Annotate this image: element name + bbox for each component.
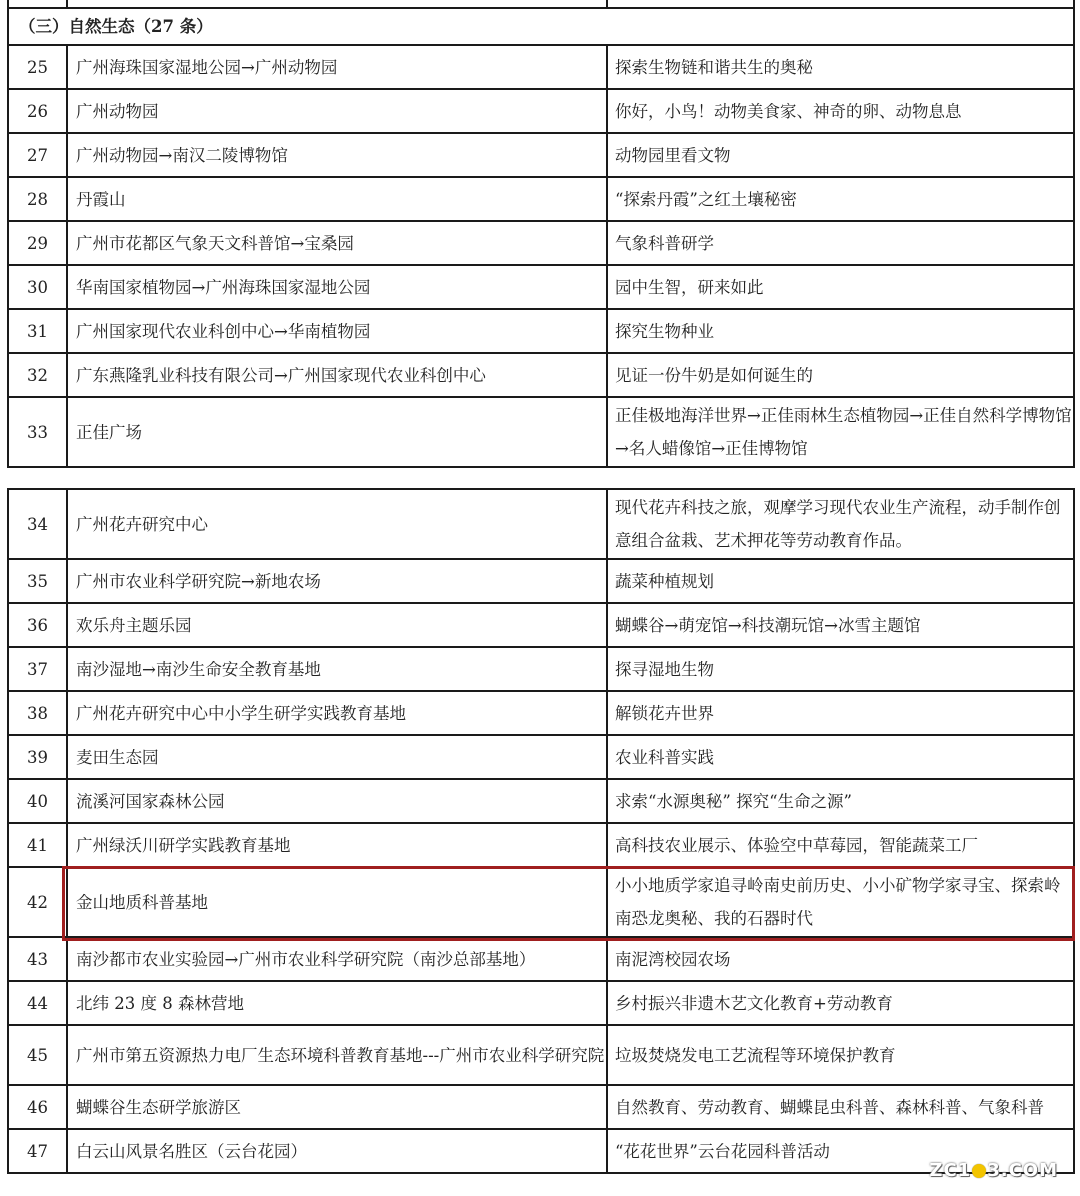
row-number: 31 [8, 309, 67, 353]
theme-cell: 垃圾焚烧发电工艺流程等环境保护教育 [607, 1025, 1074, 1085]
theme-cell: 正佳极地海洋世界→正佳雨林生态植物园→正佳自然科学博物馆→名人蜡像馆→正佳博物馆 [607, 397, 1074, 467]
route-cell: 华南国家植物园→广州海珠国家湿地公园 [67, 265, 607, 309]
theme-cell: 解锁花卉世界 [607, 691, 1074, 735]
table-row [8, 89, 1074, 133]
route-cell: 广州花卉研究中心中小学生研学实践教育基地 [67, 691, 607, 735]
table-row [8, 937, 1074, 981]
table-2-body [8, 489, 1074, 1173]
route-cell: 流溪河国家森林公园 [67, 779, 607, 823]
theme-cell: 你好，小鸟！动物美食家、神奇的卵、动物息息 [607, 89, 1074, 133]
theme-cell: 气象科普研学 [607, 221, 1074, 265]
route-cell: 广东燕隆乳业科技有限公司→广州国家现代农业科创中心 [67, 353, 607, 397]
table-row [8, 489, 1074, 559]
row-number: 40 [8, 779, 67, 823]
table-row [8, 133, 1074, 177]
table-row [8, 177, 1074, 221]
row-number: 32 [8, 353, 67, 397]
theme-cell: 探究生物种业 [607, 309, 1074, 353]
table-part-1 [7, 0, 1075, 468]
row-number: 39 [8, 735, 67, 779]
row-number: 28 [8, 177, 67, 221]
table-row [8, 1025, 1074, 1085]
row-number: 47 [8, 1129, 67, 1173]
table-row [8, 559, 1074, 603]
table-row [8, 265, 1074, 309]
theme-cell: 南泥湾校园农场 [607, 937, 1074, 981]
row-number: 30 [8, 265, 67, 309]
row-number: 36 [8, 603, 67, 647]
theme-cell: 小小地质学家追寻岭南史前历史、小小矿物学家寻宝、探索岭南恐龙奥秘、我的石器时代 [607, 867, 1074, 937]
section-header: （三）自然生态（27 条） [8, 8, 1074, 45]
table-row [8, 309, 1074, 353]
table-row [8, 867, 1074, 937]
watermark-prefix: ZC1 [929, 1160, 972, 1181]
table-row [8, 779, 1074, 823]
theme-cell: “探索丹霞”之红土壤秘密 [607, 177, 1074, 221]
table-part-2 [7, 488, 1075, 1174]
theme-cell: 自然教育、劳动教育、蝴蝶昆虫科普、森林科普、气象科普 [607, 1085, 1074, 1129]
theme-cell: 见证一份牛奶是如何诞生的 [607, 353, 1074, 397]
table-row [8, 353, 1074, 397]
row-number: 26 [8, 89, 67, 133]
route-cell: 麦田生态园 [67, 735, 607, 779]
theme-cell: 蔬菜种植规划 [607, 559, 1074, 603]
row-number: 29 [8, 221, 67, 265]
table-row [8, 221, 1074, 265]
route-cell: 丹霞山 [67, 177, 607, 221]
route-cell: 广州动物园 [67, 89, 607, 133]
row-number: 34 [8, 489, 67, 559]
watermark-suffix: 3.COM [987, 1160, 1058, 1181]
route-cell: 白云山风景名胜区（云台花园） [67, 1129, 607, 1173]
table-row [8, 397, 1074, 467]
section-header-row [8, 8, 1074, 45]
row-number: 38 [8, 691, 67, 735]
row-number: 27 [8, 133, 67, 177]
route-cell: 南沙都市农业实验园→广州市农业科学研究院（南沙总部基地） [67, 937, 607, 981]
theme-cell: “花花世界”云台花园科普活动 [607, 1129, 1074, 1173]
theme-cell: 高科技农业展示、体验空中草莓园，智能蔬菜工厂 [607, 823, 1074, 867]
row-number: 42 [8, 867, 67, 937]
theme-cell: 蝴蝶谷→萌宠馆→科技潮玩馆→冰雪主题馆 [607, 603, 1074, 647]
row-number: 45 [8, 1025, 67, 1085]
table-row [8, 1129, 1074, 1173]
watermark-dot-icon [972, 1164, 986, 1178]
route-cell: 广州动物园→南汉二陵博物馆 [67, 133, 607, 177]
table-row [8, 1085, 1074, 1129]
theme-cell: 农业科普实践 [607, 735, 1074, 779]
row-number: 35 [8, 559, 67, 603]
row-number: 41 [8, 823, 67, 867]
table-row [8, 691, 1074, 735]
route-cell: 南沙湿地→南沙生命安全教育基地 [67, 647, 607, 691]
row-number: 25 [8, 45, 67, 89]
theme-cell: 求索“水源奥秘” 探究“生命之源” [607, 779, 1074, 823]
row-number: 37 [8, 647, 67, 691]
table-row [8, 603, 1074, 647]
route-cell: 广州海珠国家湿地公园→广州动物园 [67, 45, 607, 89]
route-cell: 正佳广场 [67, 397, 607, 467]
route-cell: 广州市花都区气象天文科普馆→宝桑园 [67, 221, 607, 265]
route-cell: 广州市农业科学研究院→新地农场 [67, 559, 607, 603]
table-row [8, 735, 1074, 779]
row-number: 44 [8, 981, 67, 1025]
table-1-body [8, 45, 1074, 467]
theme-cell: 园中生智，研来如此 [607, 265, 1074, 309]
table-row [8, 647, 1074, 691]
route-cell: 金山地质科普基地 [67, 867, 607, 937]
theme-cell: 乡村振兴非遗木艺文化教育+劳动教育 [607, 981, 1074, 1025]
route-cell: 北纬 23 度 8 森林营地 [67, 981, 607, 1025]
route-cell: 蝴蝶谷生态研学旅游区 [67, 1085, 607, 1129]
watermark [929, 1160, 1058, 1181]
row-number: 33 [8, 397, 67, 467]
table-row [8, 823, 1074, 867]
table-row [8, 981, 1074, 1025]
theme-cell: 探索生物链和谐共生的奥秘 [607, 45, 1074, 89]
table-top-strip [8, 0, 1074, 8]
table-row [8, 45, 1074, 89]
route-cell: 广州花卉研究中心 [67, 489, 607, 559]
route-cell: 欢乐舟主题乐园 [67, 603, 607, 647]
route-cell: 广州市第五资源热力电厂生态环境科普教育基地---广州市农业科学研究院 [67, 1025, 607, 1085]
theme-cell: 动物园里看文物 [607, 133, 1074, 177]
row-number: 46 [8, 1085, 67, 1129]
theme-cell: 现代花卉科技之旅，观摩学习现代农业生产流程，动手制作创意组合盆栽、艺术押花等劳动教育作品。 [607, 489, 1074, 559]
route-cell: 广州国家现代农业科创中心→华南植物园 [67, 309, 607, 353]
route-cell: 广州绿沃川研学实践教育基地 [67, 823, 607, 867]
row-number: 43 [8, 937, 67, 981]
theme-cell: 探寻湿地生物 [607, 647, 1074, 691]
